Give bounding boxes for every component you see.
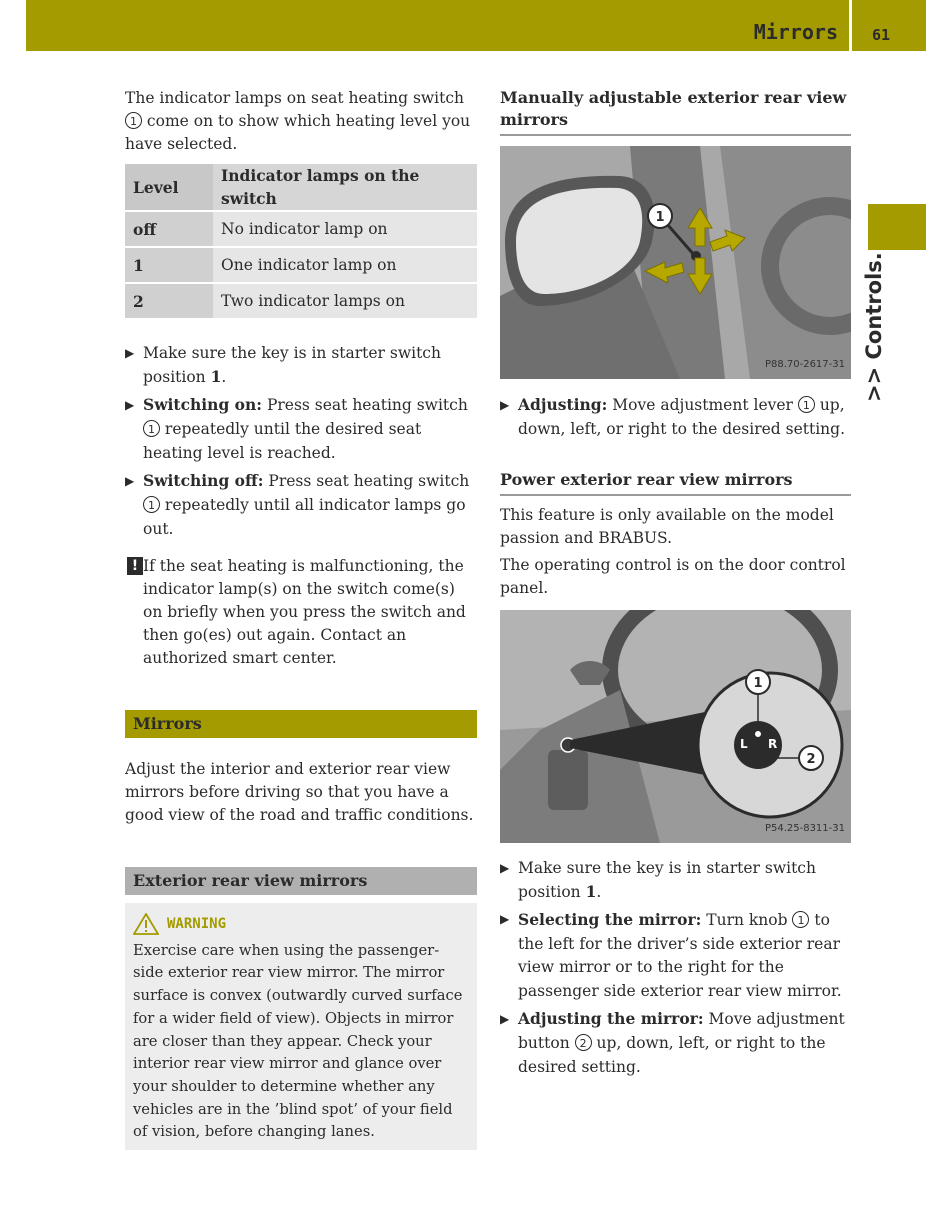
table-header-row bbox=[125, 164, 477, 210]
side-tab bbox=[862, 252, 902, 402]
figure-callout-1: 1 bbox=[753, 676, 763, 691]
right-column bbox=[500, 87, 851, 1079]
left-column bbox=[125, 87, 477, 1150]
callout-number: 1 bbox=[143, 420, 160, 437]
bullet-text: Make sure the key is in starter switch position bbox=[143, 344, 441, 386]
figure-callout-2: 2 bbox=[806, 752, 816, 767]
bullet-text: Make sure the key is in starter switch position bbox=[518, 859, 816, 901]
bullet-text: Move adjustment lever bbox=[607, 396, 798, 414]
bullet-text: to the left for the driver’s side exterior rear view mirror or to the right for the passenger side exterior rear view mirror. bbox=[518, 911, 842, 1000]
indicator-level-table bbox=[125, 162, 477, 320]
page-number: 61 bbox=[872, 26, 891, 44]
bullet-text: . bbox=[596, 883, 602, 901]
instruction-bullet bbox=[125, 393, 477, 465]
instruction-bullet bbox=[500, 908, 851, 1003]
power-paragraph-1: This feature is only available on the model passion and BRABUS. bbox=[500, 506, 834, 547]
bullet-text: Turn knob bbox=[701, 911, 793, 929]
bullet-text: repeatedly until all indicator lamps go out. bbox=[143, 496, 466, 538]
table-row bbox=[125, 212, 477, 246]
intro-text-end: come on to show which heating level you have selected. bbox=[125, 112, 471, 153]
warning-triangle-icon bbox=[133, 913, 159, 935]
side-tab-label: >> Controls. bbox=[862, 252, 886, 402]
door-control-illustration bbox=[500, 610, 851, 843]
instruction-bullet bbox=[125, 342, 477, 389]
instruction-bullet bbox=[125, 469, 477, 541]
warning-box bbox=[125, 903, 477, 1150]
section-heading-exterior: Exterior rear view mirrors bbox=[125, 867, 477, 895]
mirrors-paragraph: Adjust the interior and exterior rear view mirrors before driving so that you have a good view of the road and traffic conditions. bbox=[125, 760, 474, 824]
warning-text: Exercise care when using the passenger-side exterior rear view mirror. The mirror surface is convex (outwardly curved surface for a wider field of view). Objects in mirror are closer than they appear. Check your interior rear view mirror and glance over your shoulder to determine whether any vehicles are in the ’blind spot’ of your field of vision, before changing lanes. bbox=[133, 941, 463, 1141]
page-title: Mirrors bbox=[753, 20, 838, 44]
bullet-bold: Selecting the mirror: bbox=[518, 910, 702, 929]
figure-code: P88.70-2617-31 bbox=[764, 359, 845, 370]
callout-number: 1 bbox=[143, 496, 160, 513]
table-cell: 1 bbox=[125, 248, 213, 282]
warning-header bbox=[133, 913, 469, 936]
manual-mirror-figure bbox=[500, 146, 851, 379]
callout-number: 1 bbox=[798, 396, 815, 413]
exclamation-icon: ! bbox=[127, 557, 143, 575]
note-text: If the seat heating is malfunctioning, the indicator lamp(s) on the switch come(s) on briefly when you press the switch and then go(es) out again. Contact an authorized smart center. bbox=[143, 557, 466, 667]
callout-number: 1 bbox=[125, 112, 142, 129]
instruction-bullet bbox=[500, 857, 851, 904]
header-separator bbox=[849, 0, 852, 51]
knob-left-label: L bbox=[740, 737, 748, 751]
bullet-bold: Adjusting the mirror: bbox=[518, 1009, 704, 1028]
bullet-text: repeatedly until the desired seat heating level is reached. bbox=[143, 420, 422, 462]
table-row bbox=[125, 248, 477, 282]
intro-paragraph bbox=[125, 87, 477, 156]
table-cell: off bbox=[125, 212, 213, 246]
bullet-bold: Switching off: bbox=[143, 471, 264, 490]
bullet-bold: 1 bbox=[210, 367, 222, 386]
table-row bbox=[125, 284, 477, 318]
bullet-text: Press seat heating switch bbox=[263, 472, 470, 490]
bullet-text: up, down, left, or right to the desired setting. bbox=[518, 396, 846, 438]
figure-callout: 1 bbox=[655, 210, 665, 225]
bullet-text: Move adjustment button bbox=[518, 1010, 845, 1052]
bullet-text: Press seat heating switch bbox=[262, 396, 468, 414]
bullet-bold: 1 bbox=[585, 882, 597, 901]
table-cell: 2 bbox=[125, 284, 213, 318]
bullet-bold: Adjusting: bbox=[518, 395, 608, 414]
manual-mirrors-heading: Manually adjustable exterior rear view mirrors bbox=[500, 87, 851, 136]
instruction-bullet bbox=[500, 1007, 851, 1079]
table-cell: Two indicator lamps on bbox=[213, 284, 477, 318]
bullet-text: up, down, left, or right to the desired setting. bbox=[518, 1034, 826, 1076]
callout-number: 1 bbox=[792, 911, 809, 928]
power-paragraph-2: The operating control is on the door control panel. bbox=[500, 556, 846, 597]
figure-code: P54.25-8311-31 bbox=[764, 823, 845, 834]
side-tab-marker bbox=[868, 204, 926, 250]
section-heading-mirrors: Mirrors bbox=[125, 710, 477, 738]
note-paragraph bbox=[125, 555, 477, 670]
table-header: Level bbox=[125, 164, 213, 210]
callout-number: 2 bbox=[575, 1034, 592, 1051]
power-mirrors-heading: Power exterior rear view mirrors bbox=[500, 469, 851, 496]
power-mirror-figure bbox=[500, 610, 851, 843]
instruction-bullet bbox=[500, 393, 851, 441]
bullet-bold: Switching on: bbox=[143, 395, 263, 414]
mirror-illustration bbox=[500, 146, 851, 379]
table-cell: One indicator lamp on bbox=[213, 248, 477, 282]
bullet-text: . bbox=[221, 368, 227, 386]
knob-right-label: R bbox=[768, 737, 778, 751]
intro-text: The indicator lamps on seat heating switch bbox=[125, 89, 465, 107]
warning-title: WARNING bbox=[167, 916, 227, 932]
table-cell: No indicator lamp on bbox=[213, 212, 477, 246]
table-header: Indicator lamps on the switch bbox=[213, 164, 477, 210]
